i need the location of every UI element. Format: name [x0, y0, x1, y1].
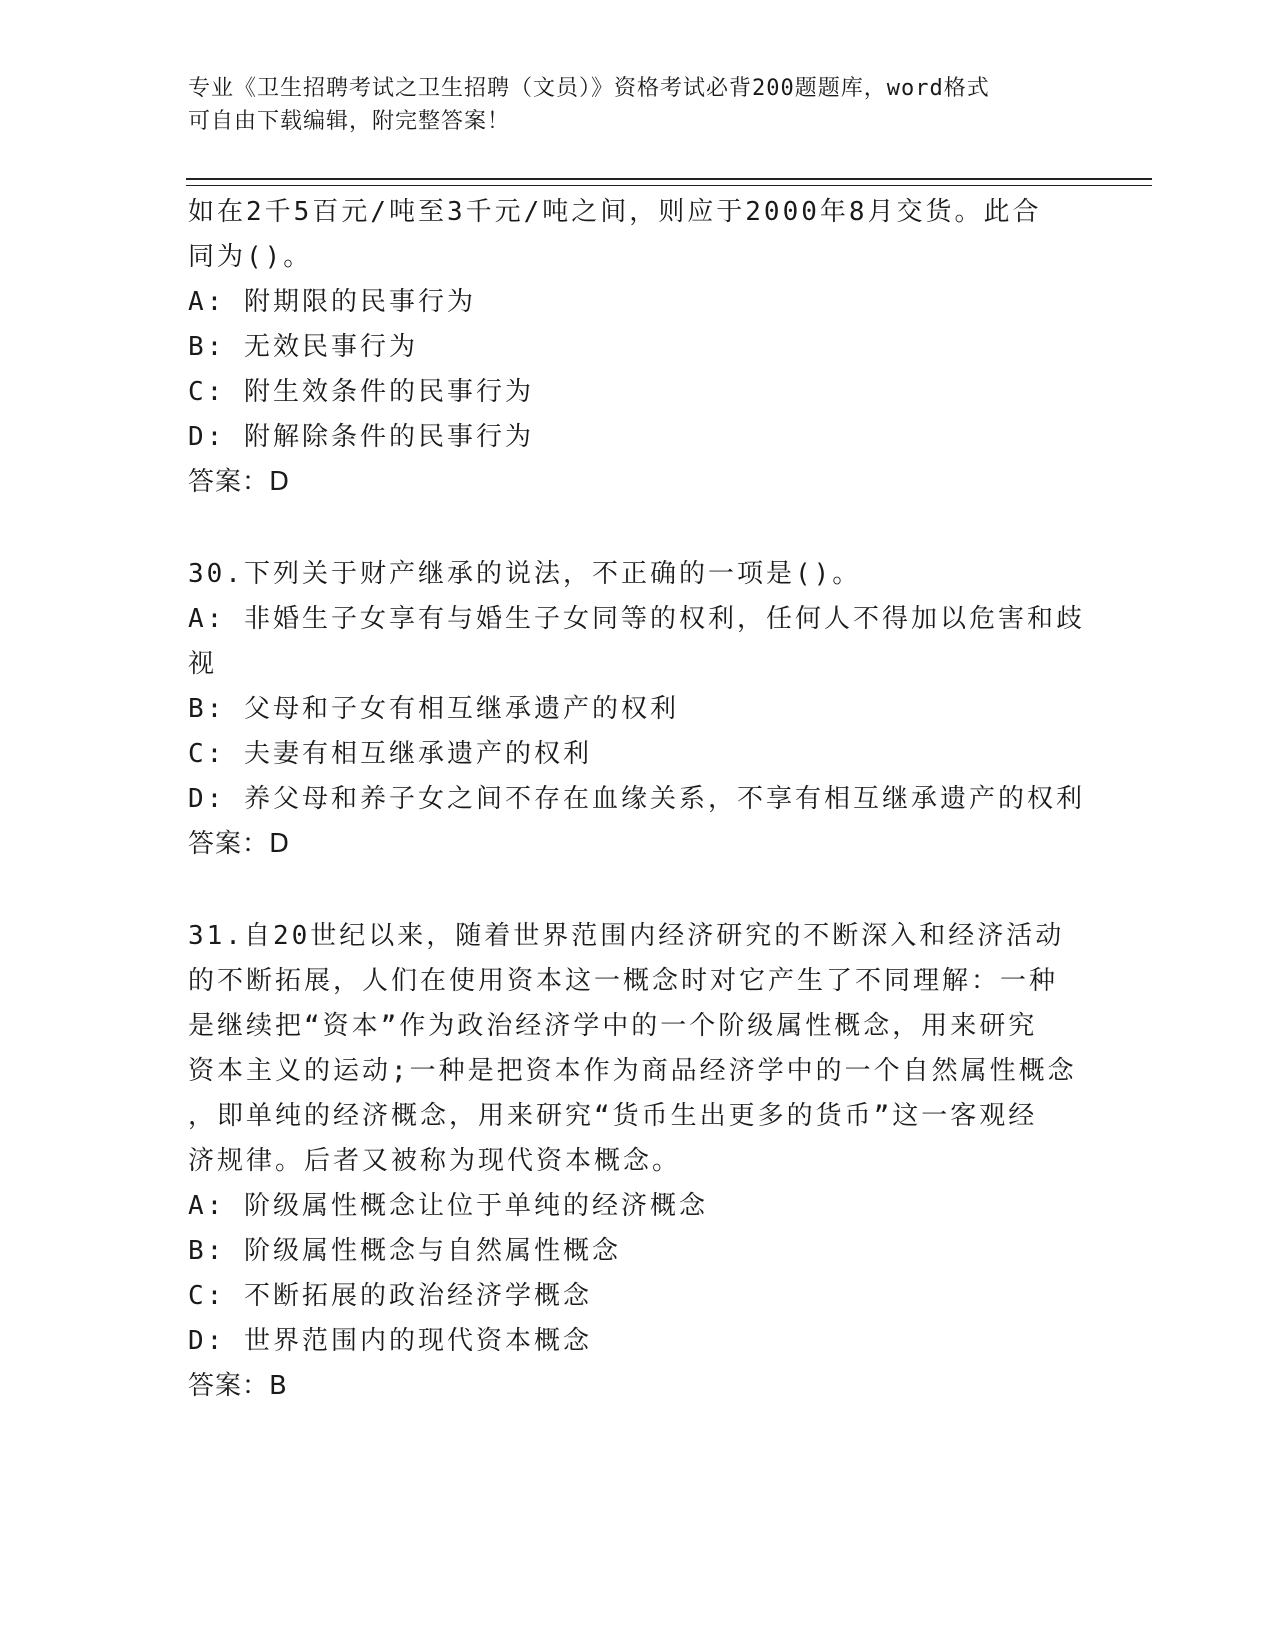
question-stem-line: 是继续把“资本”作为政治经济学中的一个阶级属性概念，用来研究	[188, 1011, 1038, 1041]
option-c: C: 夫妻有相互继承遗产的权利	[188, 739, 592, 769]
option-b: B: 阶级属性概念与自然属性概念	[188, 1236, 621, 1266]
option-b: B: 无效民事行为	[188, 332, 418, 362]
answer-label: 答案：D	[188, 829, 291, 859]
question-list	[188, 190, 1088, 1409]
answer-label: 答案：B	[188, 1371, 288, 1401]
question-stem-line: ，即单纯的经济概念，用来研究“货币生出更多的货币”这一客观经	[188, 1101, 1038, 1131]
answer-label: 答案：D	[188, 467, 291, 497]
spacer	[188, 505, 1088, 552]
question-stem-line: 同为()。	[188, 242, 313, 272]
question-stem-line: 资本主义的运动;一种是把资本作为商品经济学中的一个自然属性概念	[188, 1056, 1077, 1086]
question-stem-line: 的不断拓展，人们在使用资本这一概念时对它产生了不同理解：一种	[188, 966, 1059, 996]
spacer	[188, 867, 1088, 914]
question-stem-line: 济规律。后者又被称为现代资本概念。	[188, 1146, 682, 1176]
option-d: D: 世界范围内的现代资本概念	[188, 1326, 592, 1356]
header-title-line-2: 可自由下载编辑，附完整答案！	[188, 109, 511, 134]
option-a: A: 阶级属性概念让位于单纯的经济概念	[188, 1191, 708, 1221]
question-31	[188, 914, 1088, 1409]
question-stem-line: 30.下列关于财产继承的说法，不正确的一项是()。	[188, 559, 862, 589]
option-a: A: 附期限的民事行为	[188, 287, 476, 317]
option-d: D: 养父母和养子女之间不存在血缘关系，不享有相互继承遗产的权利	[188, 784, 1085, 814]
question-29	[188, 190, 1088, 505]
document-header	[188, 72, 1088, 138]
option-a: A: 非婚生子女享有与婚生子女同等的权利，任何人不得加以危害和歧	[188, 604, 1085, 634]
question-30	[188, 552, 1088, 867]
question-stem-line: 31.自20世纪以来，随着世界范围内经济研究的不断深入和经济活动	[188, 921, 1065, 951]
header-divider	[186, 178, 1152, 186]
option-c: C: 附生效条件的民事行为	[188, 377, 534, 407]
question-stem-line: 如在2千5百元/吨至3千元/吨之间，则应于2000年8月交货。此合	[188, 197, 1042, 227]
option-a-continued: 视	[188, 649, 218, 679]
option-b: B: 父母和子女有相互继承遗产的权利	[188, 694, 679, 724]
option-d: D: 附解除条件的民事行为	[188, 422, 534, 452]
header-title-line-1: 专业《卫生招聘考试之卫生招聘（文员）》资格考试必背200题题库，word格式	[188, 76, 990, 101]
option-c: C: 不断拓展的政治经济学概念	[188, 1281, 592, 1311]
